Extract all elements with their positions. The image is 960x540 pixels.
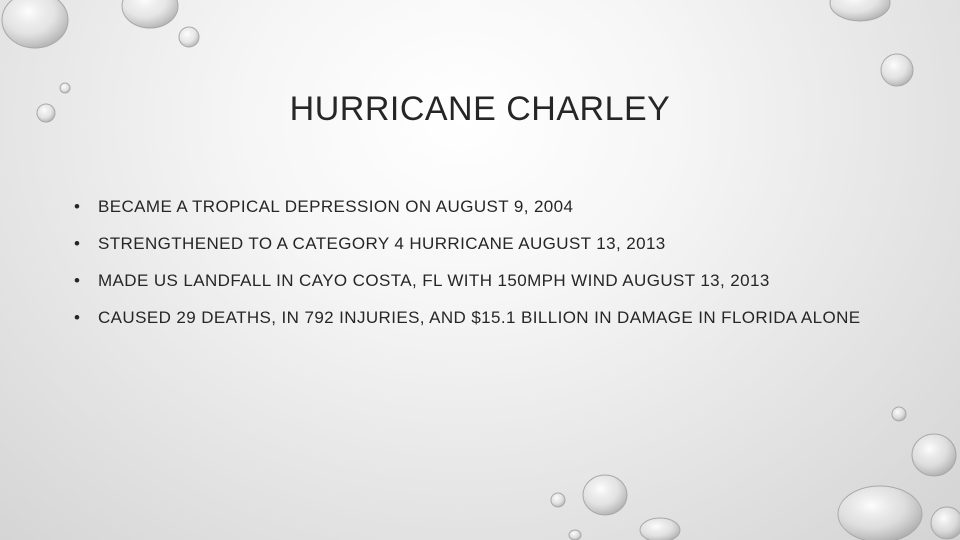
bullet-text: BECAME A TROPICAL DEPRESSION ON AUGUST 9, 2004 [98,197,574,216]
bullet-point-icon: • [74,308,81,327]
water-droplet-icon [912,434,956,476]
bullet-list [72,194,892,342]
bullet-text: MADE US LANDFALL IN CAYO COSTA, FL WITH 150MPH WIND AUGUST 13, 2013 [98,271,770,290]
bullet-item [72,194,892,220]
water-droplet-icon [931,507,960,539]
slide-title: HURRICANE CHARLEY [289,90,671,128]
bullet-text: STRENGTHENED TO A CATEGORY 4 HURRICANE AUGUST 13, 2013 [98,234,666,253]
bullet-item [72,268,892,294]
bullet-item [72,231,892,257]
bullet-point-icon: • [74,197,81,216]
bullet-item [72,305,892,331]
water-droplet-icon [179,27,199,47]
bullet-point-icon: • [74,271,81,290]
water-droplet-icon [551,493,565,507]
water-droplet-icon [640,518,680,540]
water-droplet-icon [881,54,913,86]
water-droplet-icon [892,407,906,421]
water-droplet-icon [838,486,922,540]
bullet-text: CAUSED 29 DEATHS, IN 792 INJURIES, AND $15.1 BILLION IN DAMAGE IN FLORIDA ALONE [98,308,861,327]
bullet-point-icon: • [74,234,81,253]
water-droplet-icon [122,0,178,28]
water-droplet-icon [569,530,581,540]
water-droplet-icon [2,0,68,48]
water-droplet-icon [830,0,890,21]
water-droplet-icon [583,475,627,515]
